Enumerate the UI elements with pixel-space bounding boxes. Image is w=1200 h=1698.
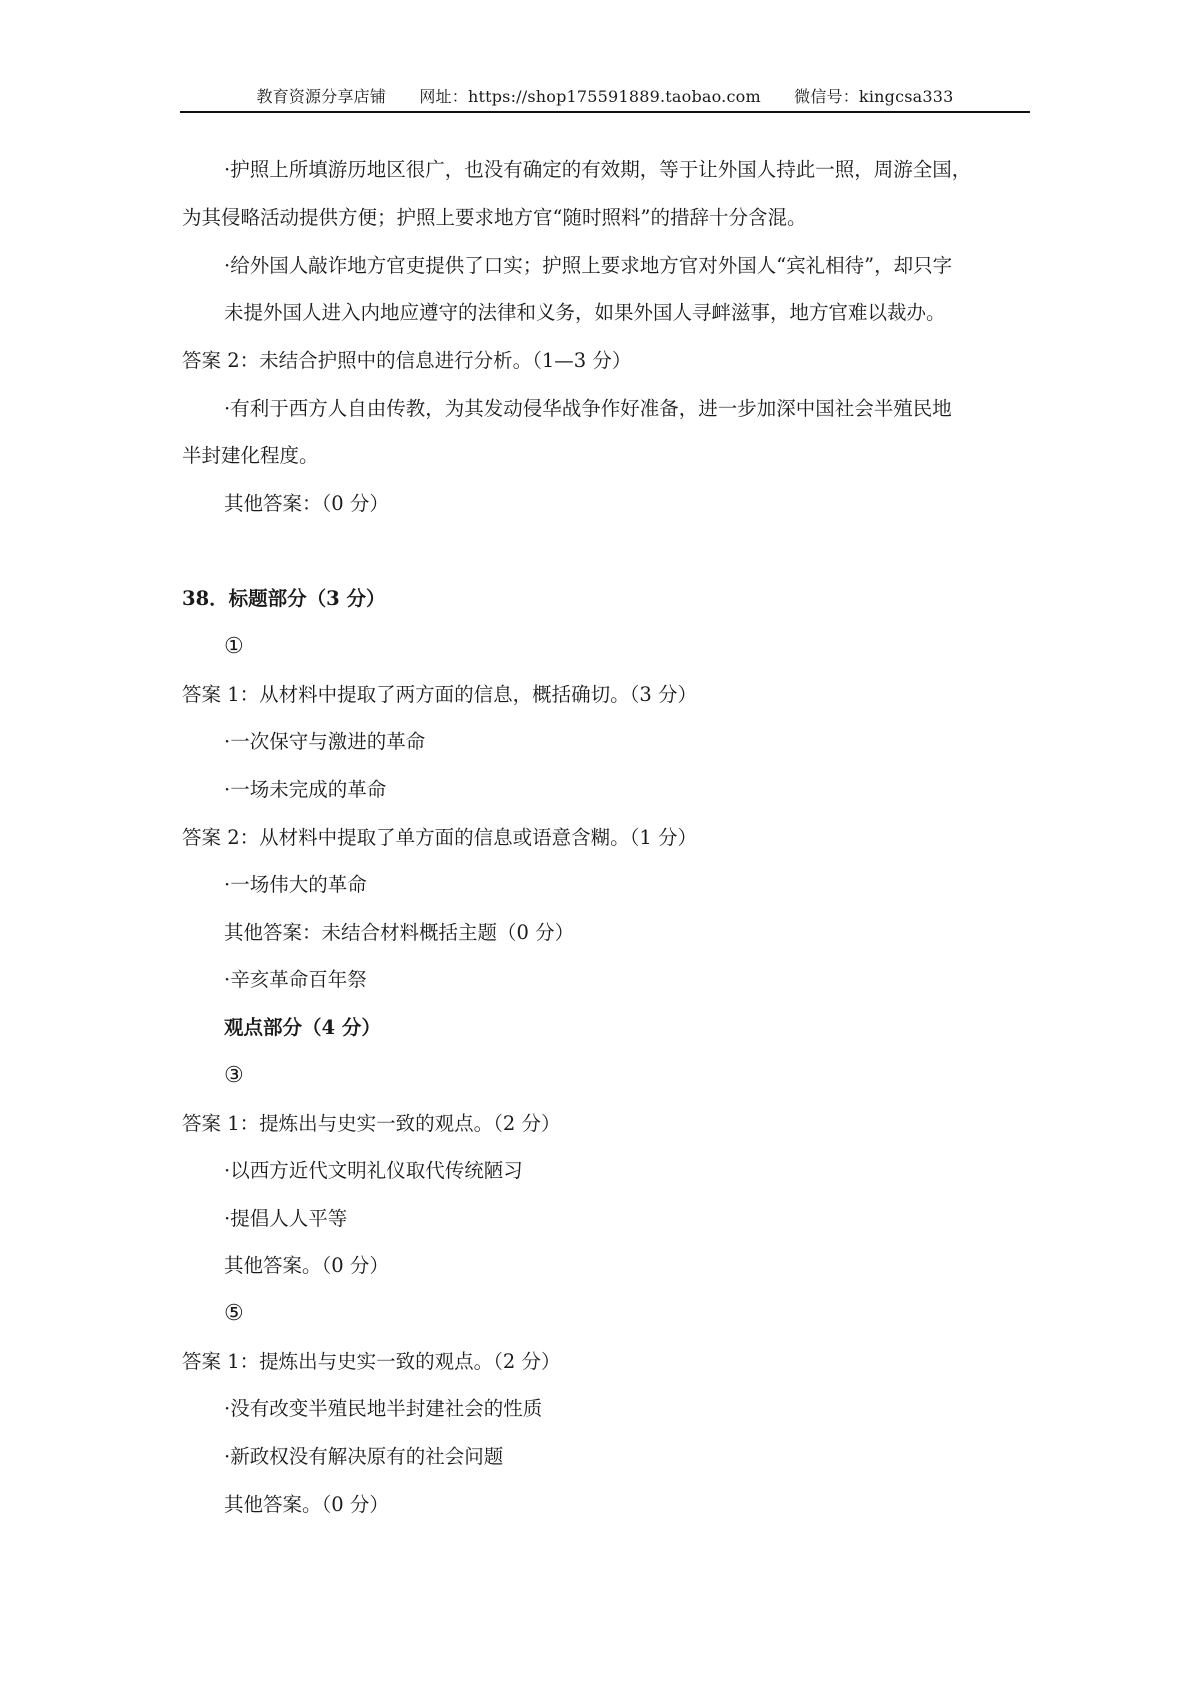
item-marker: ①	[224, 634, 244, 659]
text-line: ·提倡人人平等	[224, 1207, 348, 1230]
text-line: 答案 1：提炼出与史实一致的观点。（2 分）	[182, 1350, 561, 1373]
text-line: ·以西方近代文明礼仪取代传统陋习	[224, 1159, 523, 1182]
text-line: 未提外国人进入内地应遵守的法律和义务，如果外国人寻衅滋事，地方官难以裁办。	[224, 301, 946, 324]
text-line: ·一场未完成的革命	[224, 778, 387, 801]
section-heading: 观点部分（4 分）	[224, 1016, 381, 1039]
item-marker: ⑤	[224, 1301, 244, 1326]
text-line: ·给外国人敲诈地方官吏提供了口实；护照上要求地方官对外国人“宾礼相待”，却只字	[224, 254, 953, 277]
text-line: 答案 1：提炼出与史实一致的观点。（2 分）	[182, 1112, 561, 1135]
text-line: 其他答案。（0 分）	[224, 1493, 389, 1516]
text-line: ·护照上所填游历地区很广，也没有确定的有效期，等于让外国人持此一照，周游全国，	[224, 158, 972, 181]
header-wechat: 微信号：kingcsa333	[794, 87, 954, 106]
text-line: ·辛亥革命百年祭	[224, 968, 367, 991]
text-line: ·新政权没有解决原有的社会问题	[224, 1445, 504, 1468]
text-line: 其他答案：（0 分）	[224, 492, 389, 515]
text-line: 其他答案：未结合材料概括主题（0 分）	[224, 921, 575, 944]
text-line: ·没有改变半殖民地半封建社会的性质	[224, 1397, 543, 1420]
text-line: ·一场伟大的革命	[224, 873, 367, 896]
item-marker: ③	[224, 1063, 244, 1088]
header-website: 网址：https://shop175591889.taobao.com	[419, 87, 761, 106]
header-shop-name: 教育资源分享店铺	[256, 87, 387, 106]
text-line: 半封建化程度。	[182, 444, 319, 467]
text-line: 为其侵略活动提供方便；护照上要求地方官“随时照料”的措辞十分含混。	[182, 206, 807, 229]
section-heading: 38．标题部分（3 分）	[182, 587, 386, 610]
page-header	[180, 84, 1030, 107]
header-rule	[180, 111, 1030, 113]
text-line: 答案 1：从材料中提取了两方面的信息，概括确切。（3 分）	[182, 683, 697, 706]
text-line: 答案 2：未结合护照中的信息进行分析。（1—3 分）	[182, 349, 632, 372]
text-line: ·一次保守与激进的革命	[224, 730, 426, 753]
text-line: ·有利于西方人自由传教，为其发动侵华战争作好准备，进一步加深中国社会半殖民地	[224, 397, 952, 420]
text-line: 其他答案。（0 分）	[224, 1254, 389, 1277]
text-line: 答案 2：从材料中提取了单方面的信息或语意含糊。（1 分）	[182, 826, 697, 849]
